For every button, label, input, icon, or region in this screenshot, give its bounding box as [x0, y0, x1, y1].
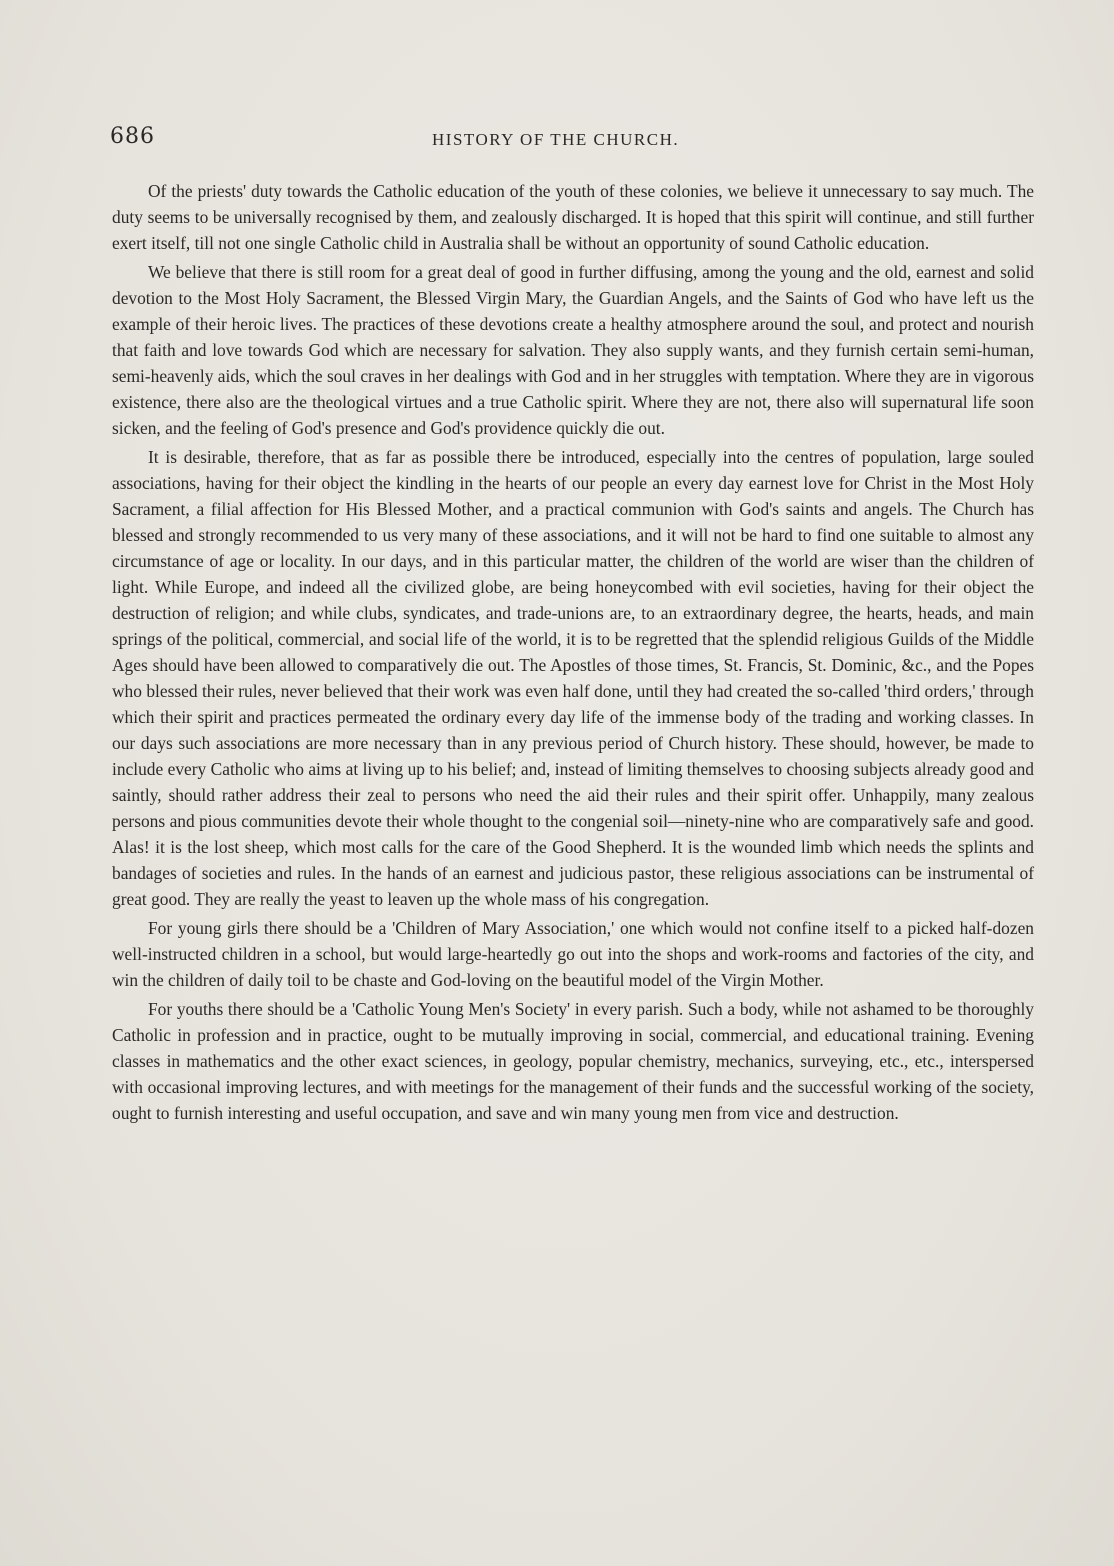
- paragraph: Of the priests' duty towards the Catholic education of the youth of these colonies, we believe it unnecessary to say much. The duty seems to be universally recognised by them, and zealously discharged. It is hoped that this spirit will continue, and still further exert itself, till not one single Catholic child in Australia shall be without an opportunity of sound Catholic education.: [112, 181, 1034, 253]
- paragraph: For youths there should be a 'Catholic Young Men's Society' in every parish. Such a body, while not ashamed to be thoroughly Catholic in profession and in practice, ought to be mutually improving in social, commercial, and educational training. Evening classes in mathematics and the other exact sciences, in geology, popular chemistry, mechanics, surveying, etc., etc., interspersed with occasional improving lectures, and with meetings for the management of their funds and the successful working of the society, ought to furnish interesting and useful occupation, and save and win many young men from vice and destruction.: [112, 999, 1034, 1123]
- page-header: [110, 124, 1030, 156]
- paragraph: It is desirable, therefore, that as far as possible there be introduced, especially into the centres of population, large souled associations, having for their object the kindling in the hearts of our people an every day earnest love for Christ in the Most Holy Sacrament, a filial affection for His Blessed Mother, and a practical communion with God's saints and angels. The Church has blessed and strongly recommended to us very many of these associations, and it will not be hard to find one suitable to almost any circumstance of age or locality. In our days, and in this particular matter, the children of the world are wiser than the children of light. While Europe, and indeed all the civilized globe, are being honeycombed with evil societies, having for their object the destruction of religion; and while clubs, syndicates, and trade-unions are, to an extraordinary degree, the hearts, heads, and main springs of the political, commercial, and social life of the world, it is to be regretted that the splendid religious Guilds of the Middle Ages should have been allowed to comparatively die out. The Apostles of those times, St. Francis, St. Dominic, &c., and the Popes who blessed their rules, never believed that their work was even half done, until they had created the so-called 'third orders,' through which their spirit and practices permeated the ordinary every day life of the immense body of the trading and working classes. In our days such associations are more necessary than in any previous period of Church history. These should, however, be made to include every Catholic who aims at living up to his belief; and, instead of limiting themselves to choosing subjects already good and saintly, should rather address their zeal to persons who need the aid their rules and their spirit offer. Unhappily, many zealous persons and pious communities devote their whole thought to the congenial soil—ninety-nine who are comparatively safe and good. Alas! it is the lost sheep, which most calls for the care of the Good Shepherd. It is the wounded limb which needs the splints and bandages of societies and rules. In the hands of an earnest and judicious pastor, these religious associations can be instrumental of great good. They are really the yeast to leaven up the whole mass of his congregation.: [112, 447, 1034, 909]
- page-number: 686: [110, 124, 155, 149]
- running-head: HISTORY OF THE CHURCH.: [432, 130, 680, 149]
- paragraph: For young girls there should be a 'Children of Mary Association,' one which would not confine itself to a picked half-dozen well-instructed children in a school, but would large-heartedly go out into the shops and work-rooms and factories of the city, and win the children of daily toil to be chaste and God-loving on the beautiful model of the Virgin Mother.: [112, 918, 1034, 990]
- paragraph: We believe that there is still room for a great deal of good in further diffusing, among the young and the old, earnest and solid devotion to the Most Holy Sacrament, the Blessed Virgin Mary, the Guardian Angels, and the Saints of God who have left us the example of their heroic lives. The practices of these devotions create a healthy atmosphere around the soul, and protect and nourish that faith and love towards God which are necessary for salvation. They also supply wants, and they furnish certain semi-human, semi-heavenly aids, which the soul craves in her dealings with God and in her struggles with temptation. Where they are in vigorous existence, there also are the theological virtues and a true Catholic spirit. Where they are not, there also will supernatural life soon sicken, and the feeling of God's presence and God's providence quickly die out.: [112, 262, 1034, 438]
- body-text: [112, 178, 1034, 1129]
